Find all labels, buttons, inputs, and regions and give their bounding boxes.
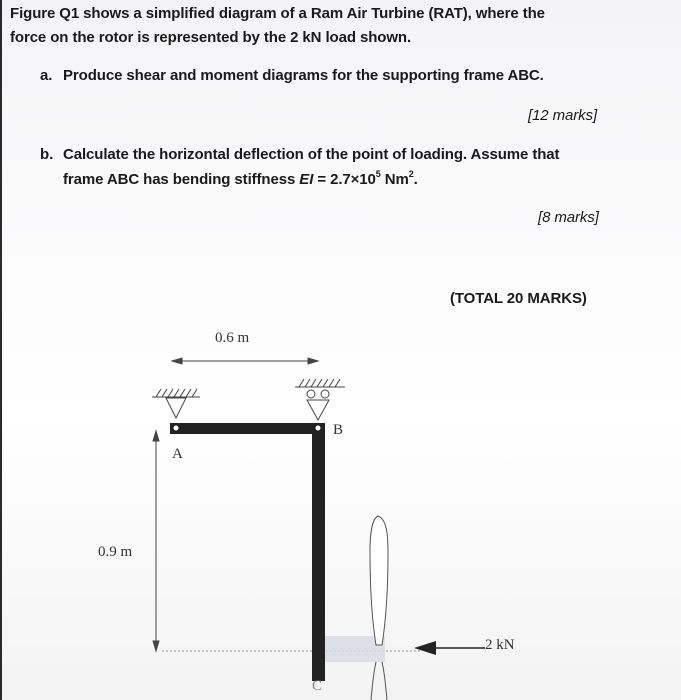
- load-arrow-2kn: [414, 641, 485, 655]
- height-label: 0.9 m: [98, 544, 133, 560]
- part-b-marks: [8 marks]: [538, 209, 599, 226]
- propeller-lower-blade: [371, 662, 387, 700]
- frame-member-bc: [312, 423, 325, 681]
- part-b-label: b.: [40, 146, 54, 163]
- height-dimension-arrow: [153, 431, 159, 651]
- span-label: 0.6 m: [215, 330, 250, 346]
- part-b-line-2-text: frame ABC has bending stiffness: [63, 171, 300, 188]
- joint-a: [174, 426, 179, 431]
- point-b-label: B: [333, 422, 344, 438]
- intro-line-1: Figure Q1 shows a simplified diagram of a Ram Air Turbine (RAT), where the: [10, 5, 545, 22]
- ei-unit: Nm: [380, 171, 409, 188]
- ei-unit-exponent: 2: [408, 169, 414, 179]
- total-marks: (TOTAL 20 MARKS): [450, 290, 587, 307]
- ei-exponent: 5: [375, 169, 381, 179]
- propeller-upper-blade: [370, 516, 388, 645]
- part-a-text: Produce shear and moment diagrams for the supporting frame ABC.: [63, 67, 544, 84]
- part-b-line-1: Calculate the horizontal deflection of the point of loading. Assume that: [63, 146, 560, 163]
- span-dimension-arrow: [172, 358, 318, 364]
- support-b-ground-hatch: [295, 379, 345, 387]
- support-a-ground-hatch: [152, 389, 200, 397]
- support-b-roller-right: [321, 390, 329, 398]
- ei-symbol: EI: [299, 171, 314, 188]
- ei-value: = 2.7×10: [313, 171, 376, 188]
- frame-member-ab: [170, 423, 325, 434]
- ei-period: .: [413, 171, 418, 188]
- support-b-roller-left: [307, 390, 315, 398]
- intro-line-2: force on the rotor is represented by the 2 kN load shown.: [10, 29, 412, 46]
- part-a-label: a.: [40, 67, 53, 84]
- part-a-marks: [12 marks]: [528, 107, 598, 124]
- load-label: 2 kN: [485, 637, 515, 653]
- support-a-pin-triangle: [166, 398, 186, 418]
- support-b-roller-triangle: [307, 400, 329, 420]
- point-a-label: A: [172, 446, 183, 462]
- joint-b: [316, 426, 321, 431]
- point-c-label: C: [312, 678, 323, 694]
